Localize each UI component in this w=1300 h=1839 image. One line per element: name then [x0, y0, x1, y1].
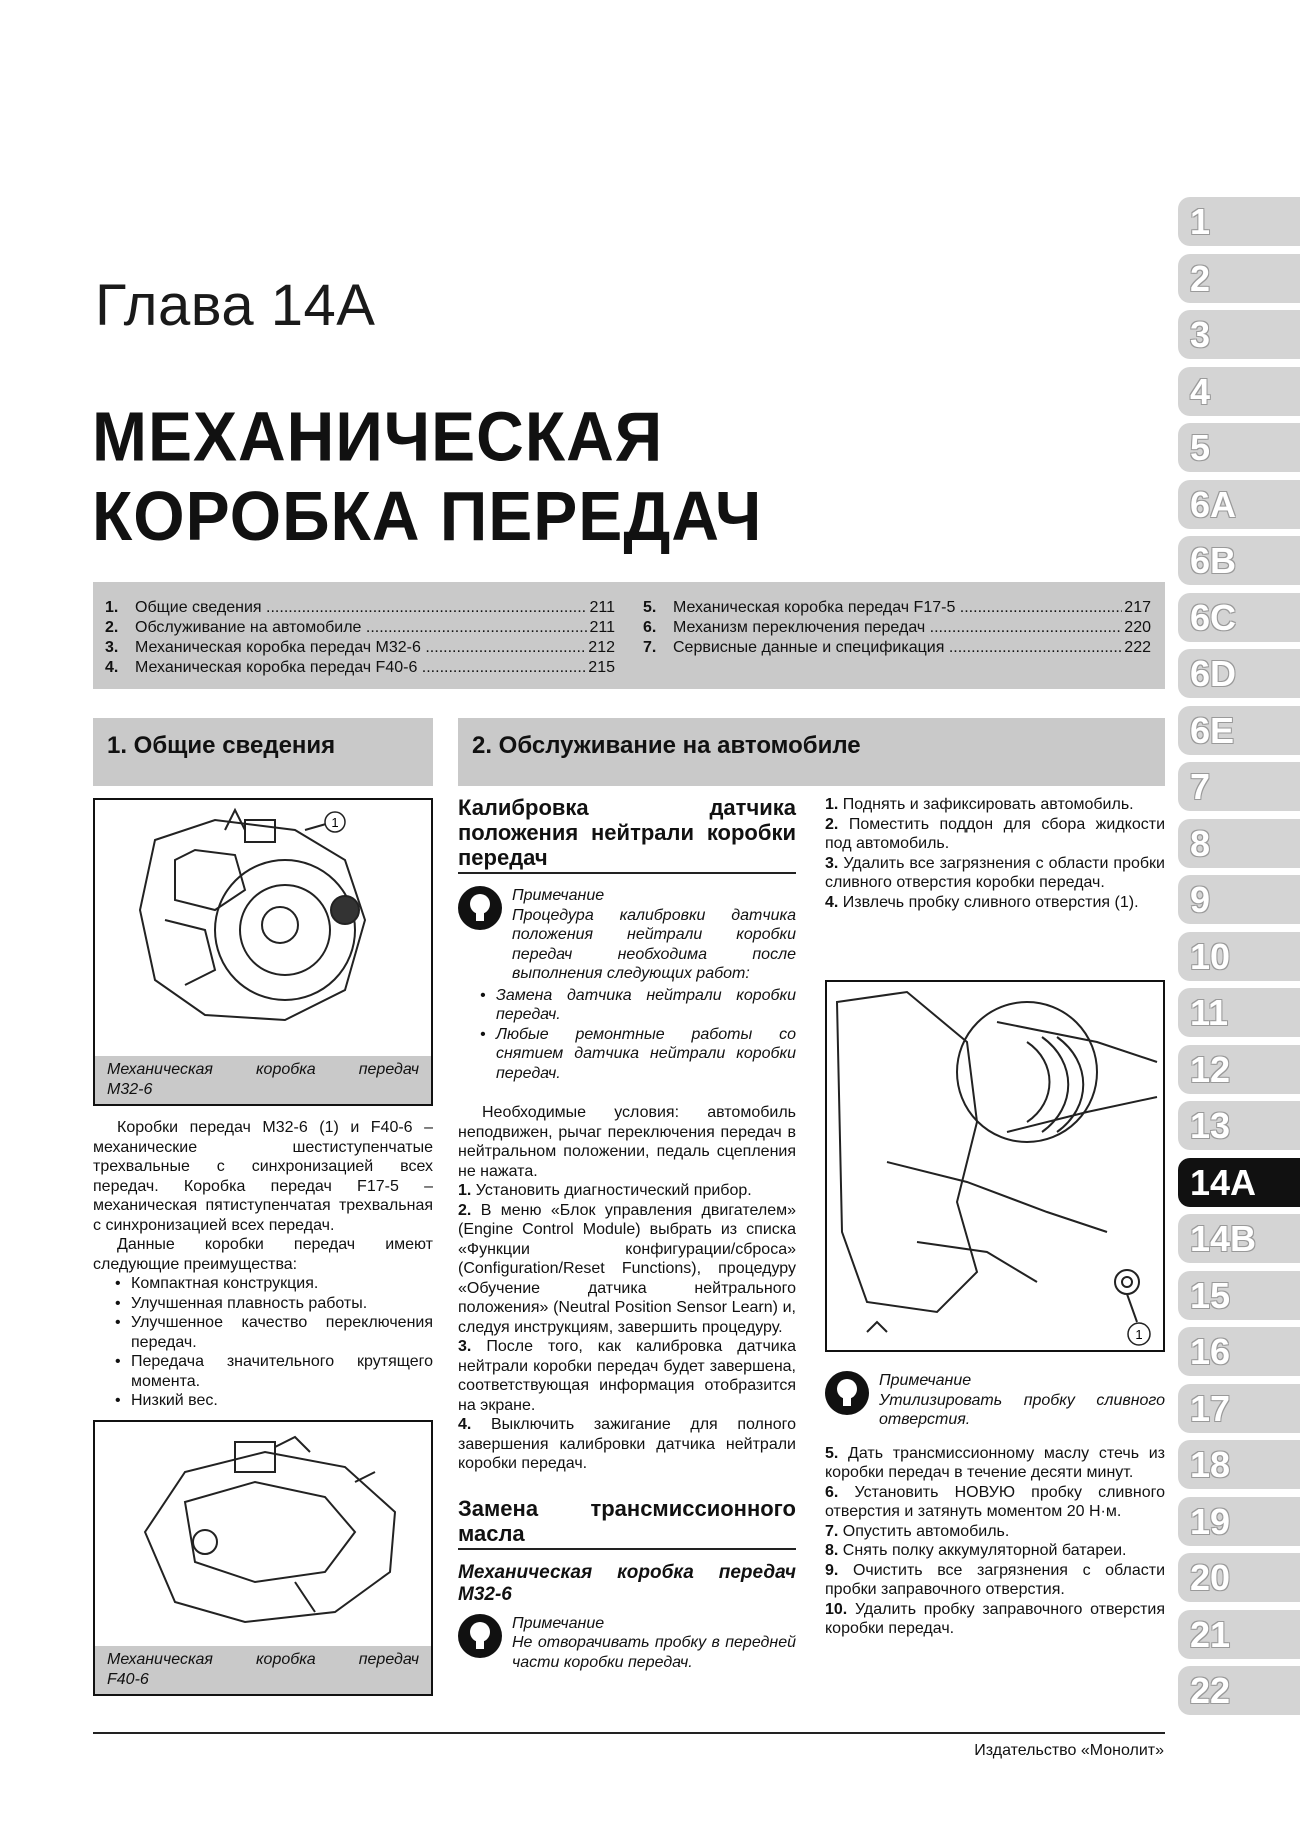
- step-number: 4.: [458, 1416, 472, 1433]
- toc-entry[interactable]: [643, 618, 1151, 638]
- toc-entry-page: 212: [588, 639, 615, 656]
- step-text: Установить диагностический прибор.: [475, 1182, 752, 1199]
- toc-right-column: [643, 598, 1151, 658]
- step-item: [825, 795, 1165, 815]
- step-item: [825, 854, 1165, 893]
- chapter-tab-19[interactable]: 19: [1178, 1497, 1300, 1546]
- step-item: [825, 1444, 1165, 1483]
- note-text: Утилизировать пробку сливного отверстия.: [879, 1391, 1165, 1428]
- toc-entry-page: 211: [589, 619, 615, 636]
- toc-entry[interactable]: [643, 638, 1151, 658]
- chapter-tab-21[interactable]: 21: [1178, 1610, 1300, 1659]
- note-label: Примечание: [879, 1372, 972, 1389]
- chapter-tab-5[interactable]: 5: [1178, 423, 1300, 472]
- subheading-calibration: Калибровка датчика положения нейтрали коробки передач: [458, 795, 796, 874]
- toc-entry[interactable]: [643, 598, 1151, 618]
- note-label: Примечание: [512, 1614, 605, 1632]
- step-number: 9.: [825, 1561, 839, 1579]
- toc-entry[interactable]: [105, 638, 615, 658]
- step-text: Очистить все загрязнения с области пробки заправочного отверстия.: [825, 1561, 1166, 1598]
- calibration-steps: [458, 1181, 796, 1474]
- chapter-tab-13[interactable]: 13: [1178, 1101, 1300, 1150]
- step-text: Удалить пробку заправочного отверстия коробки передач.: [825, 1600, 1165, 1637]
- chapter-tab-17[interactable]: 17: [1178, 1384, 1300, 1433]
- table-of-contents: [93, 582, 1165, 689]
- toc-entry[interactable]: [105, 658, 615, 678]
- figure-1-callout: 1: [331, 815, 339, 830]
- chapter-tabs: [1178, 197, 1300, 1723]
- step-number: 1.: [825, 796, 839, 813]
- chapter-tab-6b[interactable]: 6B: [1178, 536, 1300, 585]
- step-number: 7.: [825, 1522, 839, 1540]
- chapter-tab-6d[interactable]: 6D: [1178, 649, 1300, 698]
- note-icon: [825, 1371, 869, 1415]
- note-icon: [458, 1614, 502, 1658]
- toc-entry-page: 211: [589, 599, 615, 616]
- chapter-tab-6c[interactable]: 6C: [1178, 593, 1300, 642]
- fig1-caption-line2: М32-6: [107, 1081, 153, 1098]
- fig1-caption-word: передач: [358, 1061, 419, 1078]
- list-item: • Любые ремонтные работы со снятием датчика нейтрали коробки передач.: [458, 1025, 796, 1084]
- step-number: 8.: [825, 1542, 839, 1559]
- note-calibration: [458, 886, 796, 984]
- general-paragraph-2: Данные коробки передач имеют следующие преимущества:: [93, 1236, 433, 1273]
- list-item: • Передача значительного крутящего момента.: [93, 1352, 433, 1391]
- calibration-conditions-list: [458, 986, 796, 1084]
- step-item: [825, 815, 1165, 854]
- toc-entry-title: Механическая коробка передач F40-6 .....: [135, 658, 586, 678]
- note-dispose-plug: [825, 1371, 1165, 1430]
- toc-entry[interactable]: [105, 598, 615, 618]
- section-heading-general: 1. Общие сведения: [93, 718, 433, 786]
- chapter-title: [92, 396, 762, 556]
- step-item: [825, 1561, 1165, 1600]
- note-label: Примечание: [512, 887, 605, 904]
- list-item: • Низкий вес.: [93, 1391, 433, 1411]
- toc-entry-title: Механизм переключения передач .....: [673, 618, 1122, 638]
- subheading-m32-6: Механическая коробка передач М32-6: [458, 1561, 796, 1605]
- note-icon: [458, 886, 502, 930]
- step-text: Удалить все загрязнения с области пробки сливного отверстия коробки передач.: [825, 854, 1165, 891]
- toc-entry-page: 215: [588, 659, 615, 676]
- step-text: Выключить зажигание для полного завершения калибровки датчика нейтрали коробки передач.: [458, 1416, 796, 1472]
- toc-entry-page: 220: [1124, 619, 1151, 636]
- note-text: Процедура калибровки датчика положения нейтрали коробки передач необходима после выполнения следующих работ:: [512, 906, 796, 982]
- step-number: 2.: [825, 815, 839, 833]
- step-text: Снять полку аккумуляторной батареи.: [842, 1542, 1127, 1559]
- step-item: [458, 1337, 796, 1415]
- toc-entry-title: Механическая коробка передач F17-5 .....: [673, 598, 1122, 618]
- chapter-tab-9[interactable]: 9: [1178, 875, 1300, 924]
- chapter-tab-8[interactable]: 8: [1178, 819, 1300, 868]
- toc-entry-number: 5.: [643, 599, 657, 616]
- step-number: 3.: [458, 1338, 472, 1355]
- toc-entry-title: Сервисные данные и спецификация .....: [673, 638, 1122, 658]
- figure-drain-plug: [825, 980, 1165, 1352]
- publisher-footer: Издательство «Монолит»: [974, 1742, 1164, 1759]
- footer-rule: [93, 1732, 1165, 1734]
- step-number: 4.: [825, 893, 839, 911]
- column-oil-change-text: [825, 795, 1165, 912]
- gearbox-m32-6-illustration: [95, 800, 431, 1040]
- oil-change-steps-1-4: [825, 795, 1165, 912]
- step-text: После того, как калибровка датчика нейтрали коробки передач будет завершена, соответствующая информация отобразится на экране.: [458, 1338, 796, 1414]
- fig2-caption-word: коробка: [255, 1651, 316, 1668]
- step-item: [825, 1600, 1165, 1639]
- toc-left-column: [105, 598, 615, 678]
- step-text: Поместить поддон для сбора жидкости под автомобиль.: [825, 815, 1166, 852]
- list-item: • Улучшенное качество переключения передач.: [93, 1313, 433, 1352]
- step-number: 10.: [825, 1600, 848, 1618]
- step-item: [825, 1522, 1165, 1542]
- oil-change-steps-5-10: [825, 1444, 1165, 1639]
- toc-entry-number: 4.: [105, 659, 119, 676]
- note-text: Не отворачивать пробку в передней части коробки передач.: [512, 1634, 796, 1671]
- figure-3-callout: 1: [1135, 1327, 1143, 1342]
- subheading-oil-change: Замена трансмиссионного масла: [458, 1496, 796, 1550]
- fig2-caption-word: Механическая: [107, 1651, 213, 1668]
- step-item: [458, 1201, 796, 1338]
- column-general-text: [93, 1118, 433, 1411]
- chapter-tab-4[interactable]: 4: [1178, 367, 1300, 416]
- step-text: В меню «Блок управления двигателем» (Engine Control Module) выбрать из списка «Функции конфигурации/сброса» (Configuration/Reset Functions), процедуру «Обучение датчика нейтрального положения» (Neutral Position Sensor Learn) и, следуя инструкциям, завершить процедуру.: [458, 1201, 796, 1336]
- chapter-tab-10[interactable]: 10: [1178, 932, 1300, 981]
- chapter-label: Глава 14А: [95, 273, 376, 338]
- step-number: 2.: [458, 1201, 472, 1219]
- toc-entry-title: Механическая коробка передач М32-6 .....: [135, 638, 586, 658]
- toc-entry-number: 2.: [105, 619, 119, 636]
- chapter-tab-7[interactable]: 7: [1178, 762, 1300, 811]
- fig1-caption-word: коробка: [255, 1061, 316, 1078]
- chapter-tab-6e[interactable]: 6E: [1178, 706, 1300, 755]
- column-oil-change-text-lower: [825, 1365, 1165, 1639]
- drain-plug-illustration: [827, 982, 1163, 1350]
- step-number: 3.: [825, 854, 839, 872]
- chapter-tab-15[interactable]: 15: [1178, 1271, 1300, 1320]
- step-item: [825, 893, 1165, 913]
- chapter-tab-12[interactable]: 12: [1178, 1045, 1300, 1094]
- general-paragraph-1: Коробки передач М32-6 (1) и F40-6 – механические шестиступенчатые трехвальные с синхронизацией всех передач. Коробка передач F17-5 – механическая пятиступенчатая трехвальная с синхронизацией всех передач.: [93, 1119, 433, 1234]
- toc-entry-page: 222: [1124, 639, 1151, 656]
- chapter-title-line-1: МЕХАНИЧЕСКАЯ: [92, 397, 664, 475]
- step-item: [458, 1415, 796, 1474]
- fig2-caption-line2: F40-6: [107, 1671, 149, 1688]
- chapter-tab-16[interactable]: 16: [1178, 1327, 1300, 1376]
- step-text: Дать трансмиссионному маслу стечь из коробки передач в течение десяти минут.: [825, 1444, 1165, 1481]
- toc-entry[interactable]: [105, 618, 615, 638]
- list-item: • Компактная конструкция.: [93, 1274, 433, 1294]
- fig2-caption-word: передач: [358, 1651, 419, 1668]
- step-number: 6.: [825, 1483, 839, 1501]
- advantages-list: [93, 1274, 433, 1411]
- step-text: Установить НОВУЮ пробку сливного отверстия и затянуть моментом 20 Н·м.: [825, 1483, 1165, 1520]
- chapter-tab-20[interactable]: 20: [1178, 1553, 1300, 1602]
- step-text: Извлечь пробку сливного отверстия (1).: [842, 893, 1139, 911]
- chapter-tab-1[interactable]: 1: [1178, 197, 1300, 246]
- chapter-tab-3[interactable]: 3: [1178, 310, 1300, 359]
- toc-entry-page: 217: [1124, 599, 1151, 616]
- step-number: 1.: [458, 1182, 472, 1199]
- toc-entry-title: Общие сведения .....: [135, 598, 587, 618]
- toc-entry-number: 7.: [643, 639, 657, 656]
- list-item: • Замена датчика нейтрали коробки передач.: [458, 986, 796, 1025]
- chapter-tab-18[interactable]: 18: [1178, 1440, 1300, 1489]
- toc-entry-number: 1.: [105, 599, 119, 616]
- chapter-tab-14b[interactable]: 14B: [1178, 1214, 1300, 1263]
- chapter-tab-6a[interactable]: 6A: [1178, 480, 1300, 529]
- figure-m32-6: [93, 798, 433, 1106]
- toc-entry-number: 6.: [643, 619, 657, 636]
- column-calibration-text: [458, 795, 796, 1682]
- note-oil-plug: [458, 1614, 796, 1673]
- section-heading-service: 2. Обслуживание на автомобиле: [458, 718, 1165, 786]
- figure-1-caption: [95, 1056, 431, 1104]
- list-item: • Улучшенная плавность работы.: [93, 1294, 433, 1314]
- step-text: Поднять и зафиксировать автомобиль.: [842, 796, 1134, 813]
- figure-f40-6: [93, 1420, 433, 1696]
- fig1-caption-word: Механическая: [107, 1061, 213, 1078]
- step-number: 5.: [825, 1444, 839, 1462]
- chapter-tab-11[interactable]: 11: [1178, 988, 1300, 1037]
- chapter-tab-2[interactable]: 2: [1178, 254, 1300, 303]
- figure-2-caption: [95, 1646, 431, 1694]
- required-conditions: Необходимые условия: автомобиль неподвижен, рычаг переключения передач в нейтральном положении, педаль сцепления не нажата.: [458, 1104, 796, 1180]
- step-item: [825, 1541, 1165, 1561]
- step-text: Опустить автомобиль.: [842, 1522, 1010, 1540]
- step-item: [458, 1181, 796, 1201]
- step-item: [825, 1483, 1165, 1522]
- toc-entry-title: Обслуживание на автомобиле .....: [135, 618, 587, 638]
- toc-entry-number: 3.: [105, 639, 119, 656]
- chapter-tab-22[interactable]: 22: [1178, 1666, 1300, 1715]
- chapter-tab-14a[interactable]: 14A: [1178, 1158, 1300, 1207]
- gearbox-f40-6-illustration: [95, 1422, 431, 1634]
- chapter-title-line-2: КОРОБКА ПЕРЕДАЧ: [92, 477, 763, 555]
